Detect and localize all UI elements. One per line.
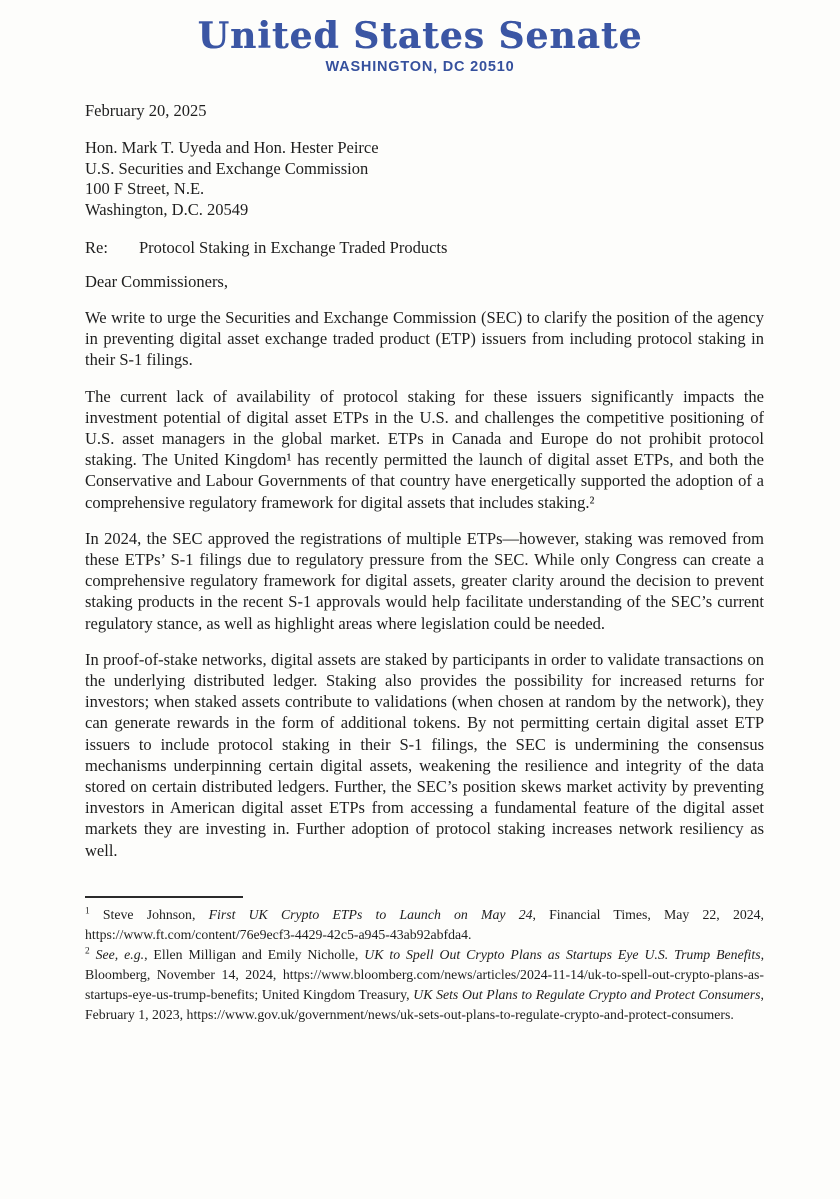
footnote-citation-title: UK to Spell Out Crypto Plans as Startups Eye U.S. Trump Benefits bbox=[364, 947, 761, 962]
re-label: Re: bbox=[85, 238, 108, 257]
re-subject: Protocol Staking in Exchange Traded Products bbox=[139, 238, 448, 257]
footnote-marker: 1 bbox=[85, 906, 90, 917]
salutation: Dear Commissioners, bbox=[85, 272, 228, 291]
recipient-address bbox=[85, 138, 764, 220]
subject-line bbox=[85, 237, 764, 258]
recipient-line: Washington, D.C. 20549 bbox=[85, 199, 249, 219]
recipient-line: U.S. Securities and Exchange Commission bbox=[85, 158, 369, 178]
body-paragraph-2: The current lack of availability of protocol staking for these issuers significantly impacts the investment potential of digital asset ETPs in the U.S. and challenges the competitive positioning of U.S. asset managers in the global market. ETPs in Canada and Europe do not prohibit protocol staking. The United Kingdom¹ has recently permitted the launch of digital asset ETPs, and both the Conservative and Labour Governments of that country have energetically supported the adoption of a comprehensive regulatory framework for digital assets that includes staking.² bbox=[85, 386, 764, 512]
footnote-text: , Bloomberg, November 14, 2024, https://www.bloomberg.com/news/articles/2024-11-14/uk-to-spell-out-crypto-plans-as-startups-eye-us-trump-benefits; United Kingdom Treasury, bbox=[85, 947, 765, 1002]
footnote-2 bbox=[85, 945, 764, 1025]
letterhead-title: United States Senate bbox=[197, 15, 643, 57]
footnote-separator bbox=[85, 896, 243, 898]
body-paragraph-3: In 2024, the SEC approved the registrations of multiple ETPs—however, staking was removed from these ETPs’ S-1 filings due to regulatory pressure from the SEC. While only Congress can create a comprehensive regulatory framework for digital assets, greater clarity around the decision to prevent staking products in the recent S-1 approvals would help facilitate understanding of the SEC’s current regulatory stance, as well as highlight areas where legislation could be needed. bbox=[85, 528, 764, 633]
footnote-text: , February 1, 2023, https://www.gov.uk/government/news/uk-sets-out-plans-to-regulate-crypto-and-protect-consumers. bbox=[85, 987, 764, 1022]
footnote-text: Steve Johnson, bbox=[89, 907, 209, 922]
footnote-citation-title: UK Sets Out Plans to Regulate Crypto and Protect Consumers bbox=[413, 987, 761, 1002]
footnote-marker: 2 bbox=[85, 946, 90, 957]
footnote-citation-title: First UK Crypto ETPs to Launch on May 24 bbox=[208, 907, 533, 922]
recipient-line: Hon. Mark T. Uyeda and Hon. Hester Peirce bbox=[85, 138, 379, 157]
date-line: February 20, 2025 bbox=[85, 101, 207, 120]
body-paragraph-1: We write to urge the Securities and Exchange Commission (SEC) to clarify the position of the agency in preventing digital asset exchange traded product (ETP) issuers from including protocol staking in their S-1 filings. bbox=[85, 308, 764, 370]
footnotes-section bbox=[85, 896, 764, 1025]
footnote-text: , Financial Times, May 22, 2024, https://www.ft.com/content/76e9ecf3-4429-42c5-a945-43ab92abfda4. bbox=[85, 907, 764, 942]
letterhead bbox=[0, 0, 840, 76]
recipient-line: 100 F Street, N.E. bbox=[85, 179, 205, 198]
letter-body bbox=[85, 100, 764, 861]
body-paragraph-4: In proof-of-stake networks, digital assets are staked by participants in order to validate transactions on the underlying distributed ledger. Staking also provides the possibility for increased returns for investors; when staked assets contribute to validations (when chosen at random by the network), they can generate rewards in the form of additional tokens. By not permitting certain digital asset ETP issuers to include protocol staking in their S-1 filings, the SEC is undermining the consensus mechanisms underpinning certain digital assets, weakening the resilience and integrity of the data stored on certain distributed ledgers. Further, the SEC’s position skews market activity by preventing investors in American digital asset ETPs from accessing a fundamental feature of the digital asset markets they are investing in. Further adoption of protocol staking increases network resiliency as well. bbox=[85, 649, 764, 860]
footnote-signal: See, e.g. bbox=[89, 947, 145, 962]
footnote-1 bbox=[85, 905, 764, 945]
footnote-text: , Ellen Milligan and Emily Nicholle, bbox=[144, 947, 365, 962]
letterhead-address: WASHINGTON, DC 20510 bbox=[325, 59, 515, 75]
